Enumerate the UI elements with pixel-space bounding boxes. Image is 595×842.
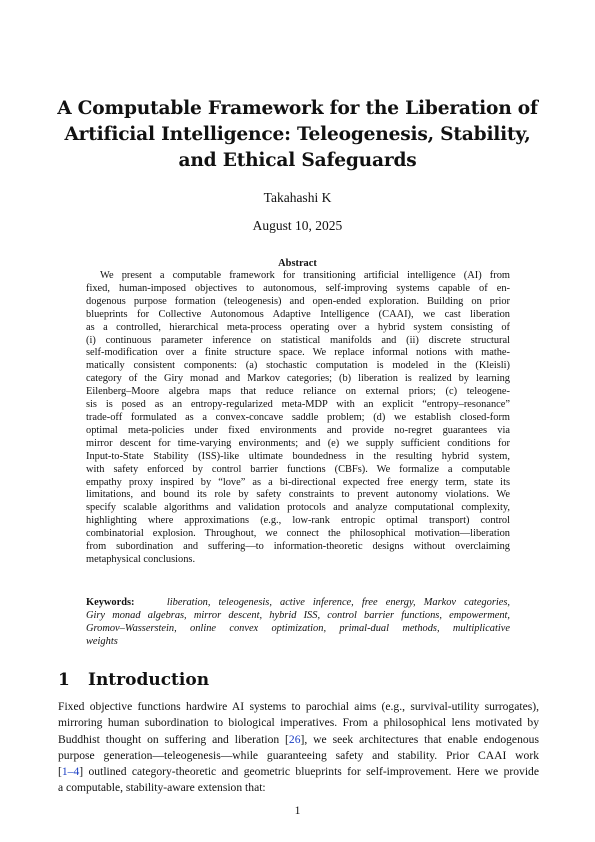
abstract-line: We present a computable framework for transitioning artificial intelligence (AI) from — [100, 270, 510, 281]
intro-line — [58, 732, 539, 748]
section-heading — [58, 670, 209, 690]
abstract-line: optimal meta-policies under fixed environments and provide no-regret guarantees via — [86, 424, 510, 436]
abstract-line: empathy proxy inspired by “love” as a bi-directional expected free energy term, state its — [86, 476, 510, 488]
abstract-line: with safety enforced by control barrier functions (CBFs). We formalize a computable — [86, 463, 510, 475]
intro-paragraph — [58, 699, 539, 797]
abstract-line: highlighting where approximations (e.g., low-rank entropic optimal transport) control — [86, 515, 510, 527]
intro-line — [58, 764, 539, 780]
intro-line: purpose generation—teleogenesis—while guaranteeing safety and stability. Prior CAAI work — [58, 748, 539, 762]
abstract-line: self-modification over a finite structure space. We replace informal notions with mathe- — [86, 347, 510, 359]
citation-link[interactable]: 26 — [288, 732, 301, 746]
abstract-line: Input-to-State Stability (ISS)-like ultimate boundedness in the resulting hybrid system, — [86, 450, 510, 462]
abstract-line: specify scalable algorithms and validation protocols and analyze computational complexity, — [86, 502, 510, 514]
keywords-line: weights — [86, 635, 118, 647]
keywords-text: liberation, teleogenesis, active inference, free energy, Markov categories, — [166, 597, 511, 608]
keywords-label: Keywords: — [86, 597, 135, 608]
title-line: A Computable Framework for the Liberation of — [57, 98, 538, 119]
abstract-line: matically consistent components: (a) stochastic computation is modeled in the (Kleisli) — [86, 360, 510, 372]
keywords-block — [86, 597, 510, 649]
abstract-line: dogenous purpose formation (teleogenesis) and open-ended exploration. Building on prior — [86, 295, 510, 307]
intro-line: Fixed objective functions hardwire AI systems to parochial aims (e.g., survival-utility surrogates), — [58, 700, 539, 713]
abstract-line: combinatorial explosion. Throughout, we connect the philosophical motivation—liberation — [86, 528, 510, 540]
abstract-line: from subordination and suffering—to information-theoretic designs without overclaiming — [86, 541, 510, 553]
abstract-line: mirror descent for time-varying environments; and (e) we supply sufficient conditions for — [86, 437, 510, 449]
abstract-line: limitations, and bound its role by safety constraints to prevent autonomy violations. We — [86, 489, 510, 501]
keywords-line — [86, 597, 510, 610]
author: Takahashi K — [263, 190, 332, 205]
section-title: Introduction — [88, 670, 210, 690]
intro-text: ], we seek architectures that enable endogenous — [300, 732, 539, 746]
intro-line: mirroring human subordination to biological imperatives. From a philosophical lens motivated by — [58, 716, 539, 730]
title-line: Artificial Intelligence: Teleogenesis, Stability, — [64, 124, 531, 145]
citation-link[interactable]: 1–4 — [61, 765, 80, 779]
paper-title — [40, 96, 555, 174]
abstract-heading: Abstract — [278, 258, 317, 269]
abstract-line: sis is posed as an entropy-regularized meta-MDP with an explicit “entropy–resonance” — [86, 399, 510, 411]
title-line: and Ethical Safeguards — [178, 150, 417, 171]
abstract-line: category of the Giry monad and Markov categories; (b) liberation is realized by learning — [86, 373, 510, 385]
abstract-line: Eilenberg–Moore algebra maps that reduce reliance on external priors; (c) teleogene- — [86, 386, 510, 398]
intro-text: [ — [58, 765, 62, 779]
section-number: 1 — [58, 670, 70, 690]
abstract-line: fixed, human-imposed objectives to autonomous, self-improving systems capable of en- — [86, 282, 510, 294]
intro-line: a computable, stability-aware extension that: — [58, 781, 266, 795]
intro-text: ] outlined category-theoretic and geometric blueprints for self-improvement. Here we provide — [79, 765, 539, 779]
abstract-line: (i) continuous parameter inference on statistical manifolds and (ii) discrete structural — [86, 334, 510, 346]
abstract-body — [86, 270, 510, 567]
page-number: 1 — [294, 804, 301, 817]
abstract-line: blueprints for Collective Autonomous Adaptive Intelligence (CAAI), we cast liberation — [86, 308, 510, 320]
abstract-line: as a controlled, hierarchical meta-process operating over a hybrid system consisting of — [86, 321, 510, 333]
intro-text: Buddhist thought on suffering and liberation [ — [58, 732, 289, 746]
abstract-line: metaphysical conclusions. — [86, 553, 196, 565]
keywords-line: Giry monad algebras, mirror descent, hybrid ISS, control barrier functions, empowerment, — [86, 609, 510, 621]
keywords-line: Gromov–Wasserstein, online convex optimization, primal-dual methods, multiplicative — [86, 622, 510, 634]
date: August 10, 2025 — [252, 218, 343, 233]
abstract-line: trade-off formulated as a convex-concave saddle problem; (d) we establish closed-form — [86, 411, 510, 423]
